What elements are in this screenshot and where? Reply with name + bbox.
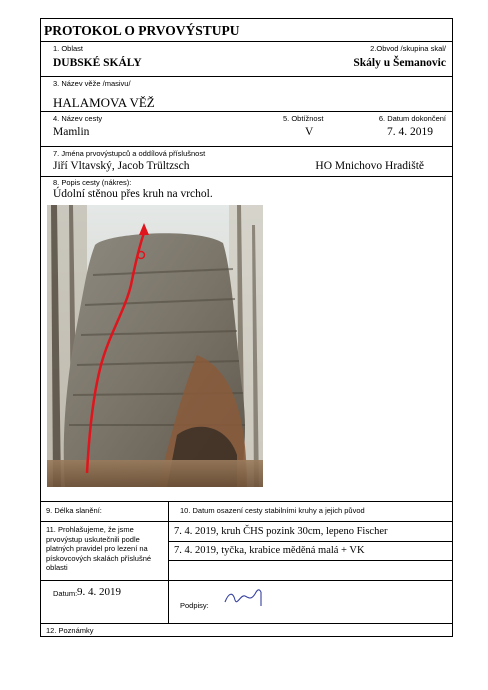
popis-value: Údolní stěnou přes kruh na vrchol. (53, 188, 213, 200)
divider (41, 580, 452, 581)
poznamky-label: 12. Poznámky (46, 626, 94, 635)
prvovystupci-club: HO Mnichovo Hradiště (315, 160, 424, 172)
prvovystupci-label: 7. Jména prvovýstupců a oddílová příslušnost (53, 149, 206, 158)
divider (41, 76, 452, 77)
datum-dokonceni-label: 6. Datum dokončení (378, 114, 446, 123)
divider (41, 521, 452, 522)
obtiznost-value: V (305, 126, 314, 138)
divider (41, 41, 452, 42)
cesta-label: 4. Název cesty (53, 114, 103, 123)
prohlaseni-text: 11. Prohlašujeme, že jsme prvovýstup uskutečnili podle platných pravidel pro lezení na pískovcových skalách příslušné oblasti (46, 525, 152, 572)
datum-value: 9. 4. 2019 (77, 586, 121, 598)
datum-label: Datum: (53, 589, 78, 598)
vez-value: HALAMOVA VĚŽ (53, 95, 155, 110)
oblast-label: 1. Oblast (53, 44, 84, 53)
obvod-value: Skály u Šemanovic (353, 57, 446, 69)
divider (41, 501, 452, 502)
obtiznost-label: 5. Obtížnost (283, 114, 324, 123)
divider (41, 146, 452, 147)
divider (41, 176, 452, 177)
osazeni-label: 10. Datum osazení cesty stabilními kruhy a jejich původ (180, 506, 365, 515)
datum-dokonceni-value: 7. 4. 2019 (387, 126, 433, 138)
slaneni-label: 9. Délka slanění: (46, 506, 102, 515)
divider (41, 623, 452, 624)
osazeni-row-2: 7. 4. 2019, tyčka, krabice měděná malá + VK (174, 545, 365, 556)
divider (168, 560, 452, 561)
podpisy-label: Podpisy: (180, 601, 209, 610)
divider (168, 541, 452, 542)
obvod-label: 2.Obvod /skupina skal/ (370, 44, 446, 53)
oblast-value: DUBSKÉ SKÁLY (53, 57, 142, 69)
page-title: PROTOKOL O PRVOVÝSTUPU (44, 23, 240, 38)
osazeni-row-1: 7. 4. 2019, kruh ČHS pozink 30cm, lepeno Fischer (174, 526, 388, 537)
divider (41, 111, 452, 112)
signature (221, 582, 271, 610)
prvovystupci-names: Jiří Vltavský, Jacob Trültzsch (53, 160, 190, 172)
protocol-form (40, 18, 453, 637)
vez-label: 3. Název věže /masivu/ (53, 79, 131, 88)
cesta-value: Mamlin (53, 126, 90, 138)
route-photo (47, 205, 263, 487)
divider (168, 501, 169, 623)
popis-label: 8. Popis cesty (nákres): (53, 178, 132, 187)
